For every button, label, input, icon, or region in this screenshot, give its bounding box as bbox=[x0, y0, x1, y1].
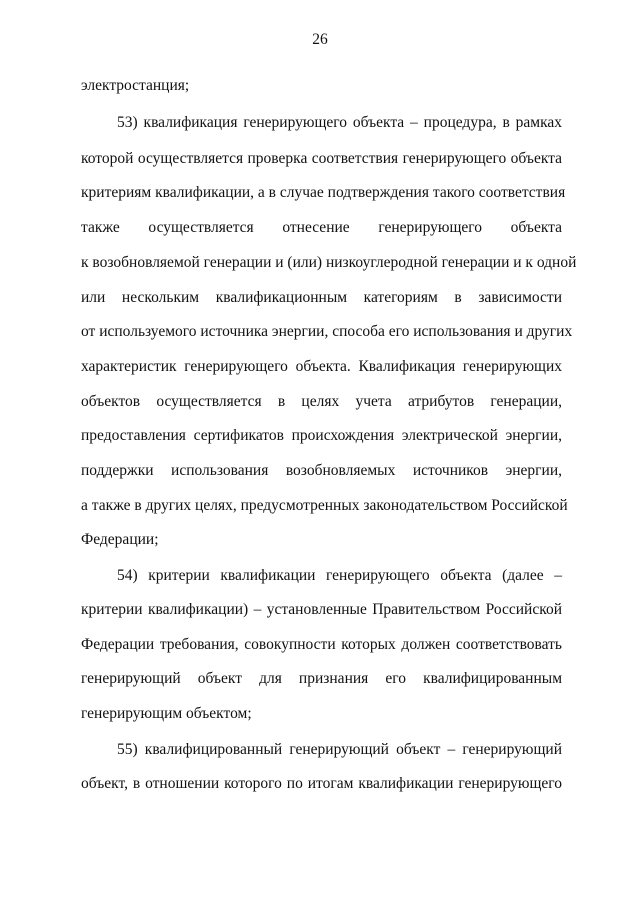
text-line: которой осуществляется проверка соответствия генерирующего объекта bbox=[81, 150, 562, 167]
text-line: от используемого источника энергии, способа его использования и других bbox=[81, 323, 573, 340]
text-line: а также в других целях, предусмотренных законодательством Российской bbox=[81, 497, 568, 514]
text-line: также осуществляется отнесение генерирующего объекта bbox=[81, 219, 562, 236]
text-line: электростанция; bbox=[81, 77, 190, 94]
text-line: объектов осуществляется в целях учета атрибутов генерации, bbox=[81, 393, 562, 410]
text-line: характеристик генерирующего объекта. Квалификация генерирующих bbox=[81, 358, 562, 375]
page-number: 26 bbox=[312, 31, 328, 48]
text-line: предоставления сертификатов происхождения электрической энергии, bbox=[81, 427, 562, 444]
text-line: 53) квалификация генерирующего объекта – процедура, в рамках bbox=[117, 114, 562, 131]
text-line: 54) критерии квалификации генерирующего объекта (далее – bbox=[117, 567, 562, 584]
text-line: поддержки использования возобновляемых источников энергии, bbox=[81, 462, 562, 479]
text-line: генерирующим объектом; bbox=[81, 705, 252, 722]
text-line: критерии квалификации) – установленные Правительством Российской bbox=[81, 601, 562, 618]
text-line: объект, в отношении которого по итогам квалификации генерирующего bbox=[81, 775, 562, 792]
text-line: к возобновляемой генерации и (или) низкоуглеродной генерации и к одной bbox=[81, 254, 577, 271]
text-line: или нескольким квалификационным категориям в зависимости bbox=[81, 289, 562, 306]
text-line: генерирующий объект для признания его квалифицированным bbox=[81, 670, 562, 687]
text-line: Федерации требования, совокупности которых должен соответствовать bbox=[81, 636, 562, 653]
text-line: 55) квалифицированный генерирующий объект – генерирующий bbox=[117, 741, 562, 758]
text-line: критериям квалификации, а в случае подтверждения такого соответствия bbox=[81, 184, 566, 201]
text-line: Федерации; bbox=[81, 531, 159, 548]
